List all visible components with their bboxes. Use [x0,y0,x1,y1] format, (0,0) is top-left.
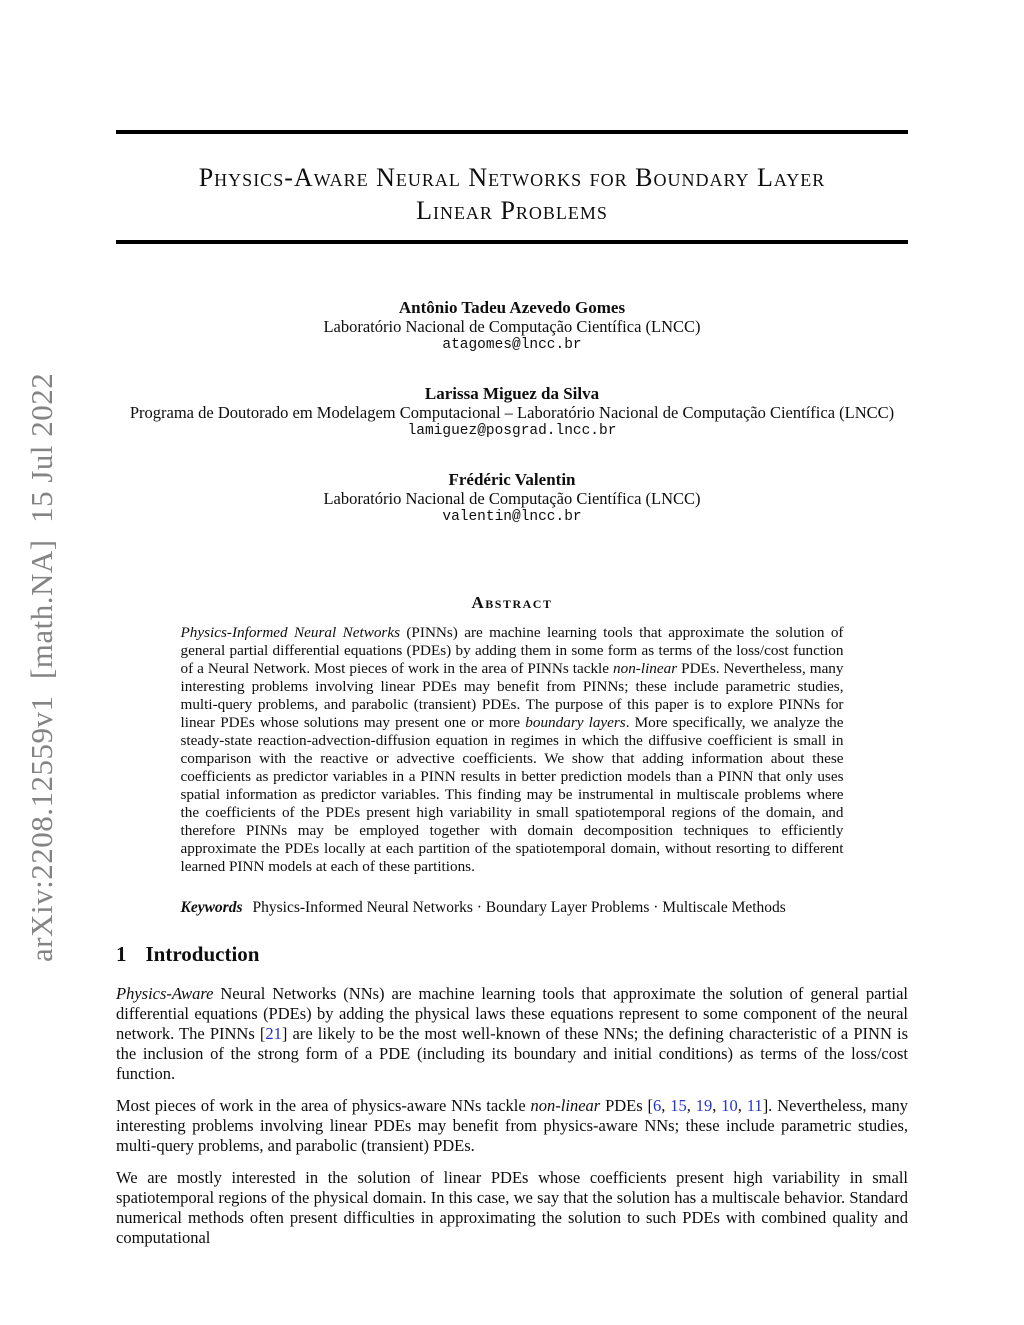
author-block [116,470,908,527]
intro-italic-nonlinear: non-linear [530,1096,601,1116]
section-number: 1 [116,942,127,966]
paper-title-line2: Linear Problems [416,196,608,225]
paragraph-text: ] are likely to be the most well-known of these NNs; the defining characteristic of a PINN is the inclusion of the strong form of a PDE (including its boundary and initial conditions) as terms of the loss/cost function. [116,1024,909,1084]
paper-title [116,161,908,227]
paper-title-line1: Physics-Aware Neural Networks for Boundary Layer [198,163,826,192]
paragraph-text: PDEs [ [600,1096,654,1116]
author-name: Frédéric Valentin [448,470,576,489]
citation-separator: , [686,1096,696,1116]
paragraph-text: ]. Nevertheless, many interesting problems involving linear PDEs may benefit from physics-aware NNs; these include parametric studies, multi-query problems, and parabolic (transient) PDEs. [116,1096,909,1156]
abstract-lead-italic: Physics-Informed Neural Networks [180,624,400,641]
abstract-italic-boundary-layers: boundary layers [525,714,626,731]
keywords-text: Physics-Informed Neural Networks · Boundary Layer Problems · Multiscale Methods [252,899,786,916]
author-block [116,384,908,441]
author-email: valentin@lncc.br [442,509,582,525]
author-name: Antônio Tadeu Azevedo Gomes [398,298,626,317]
keywords-label: Keywords [180,899,243,916]
title-rule-top [116,130,908,134]
section-heading-introduction [116,942,908,967]
intro-paragraph-2 [116,1096,908,1156]
citation-separator: , [712,1096,722,1116]
author-block [116,298,908,355]
citation-separator: , [737,1096,747,1116]
abstract-text: . More specifically, we analyze the steady-state reaction-advection-diffusion equation in regimes in which the diffusive coefficient is small in comparison with the reactive or advective coefficients. We show that adding information about these coefficients as predictor variables in a PINN results in better prediction models than a PINN that only uses spatial information as predictor variables. This finding may be instrumental in multiscale problems where the coefficients of the PDEs present high variability in small spatiotemporal regions of the domain, and therefore PINNs may be employed together with domain decomposition techniques to efficiently approximate the PDEs locally at each partition of the spatiotemporal domain, without resorting to different learned PINN models at each of these partitions. [180,714,844,875]
author-email: atagomes@lncc.br [442,337,582,353]
title-rule-bottom [116,240,908,244]
author-affiliation: Laboratório Nacional de Computação Científica (LNCC) [323,489,701,508]
intro-italic-physics-aware: Physics-Aware [116,984,214,1004]
citation-separator: , [661,1096,671,1116]
citation-link-10[interactable]: 10 [721,1096,738,1116]
citation-link-11[interactable]: 11 [746,1096,763,1116]
citation-link-6[interactable]: 6 [653,1096,662,1116]
citation-link-15[interactable]: 15 [670,1096,687,1116]
abstract-italic-nonlinear: non-linear [613,660,678,677]
citation-link-19[interactable]: 19 [695,1096,713,1116]
abstract-body [181,624,844,876]
arxiv-watermark: arXiv:2208.12559v1 [math.NA] 15 Jul 2022 [24,372,59,962]
paragraph-text: Neural Networks (NNs) are machine learning tools that approximate the solution of general partial differential equations (PDEs) by adding the physical laws these equations represent to some component of the neural network. The PINNs [ [116,984,908,1044]
author-affiliation: Laboratório Nacional de Computação Científica (LNCC) [323,317,701,336]
page-column [116,0,908,1248]
intro-paragraph-1 [116,984,908,1084]
abstract-text: PDEs. Nevertheless, many interesting problems involving linear PDEs may benefit from PINNs; these include parametric studies, multi-query problems, and parabolic (transient) PDEs. The purpose of this paper is to explore PINNs for linear PDEs whose solutions may present one or more [180,660,844,731]
authors-section [116,298,908,527]
paragraph-text: We are mostly interested in the solution of linear PDEs whose coefficients present high variability in small spatiotemporal regions of the physical domain. In this case, we say that the solution has a multiscale behavior. Standard numerical methods often present difficulties in approximating the solution to such PDEs with combined quality and computational [116,1168,908,1248]
section-title: Introduction [145,942,260,966]
author-email: lamiguez@posgrad.lncc.br [407,423,617,439]
intro-paragraph-3 [116,1168,908,1248]
abstract-text: (PINNs) are machine learning tools that approximate the solution of general partial differential equations (PDEs) by adding them in some form as terms of the loss/cost function of a Neural Network. Most pieces of work in the area of PINNs tackle [180,624,844,677]
author-affiliation: Programa de Doutorado em Modelagem Computacional – Laboratório Nacional de Computação Científica (LNCC) [129,403,895,422]
abstract-heading: Abstract [471,593,553,612]
paragraph-text: Most pieces of work in the area of physics-aware NNs tackle [116,1096,531,1116]
citation-link-21[interactable]: 21 [265,1024,282,1044]
author-name: Larissa Miguez da Silva [424,384,600,403]
keywords-line [181,899,844,917]
